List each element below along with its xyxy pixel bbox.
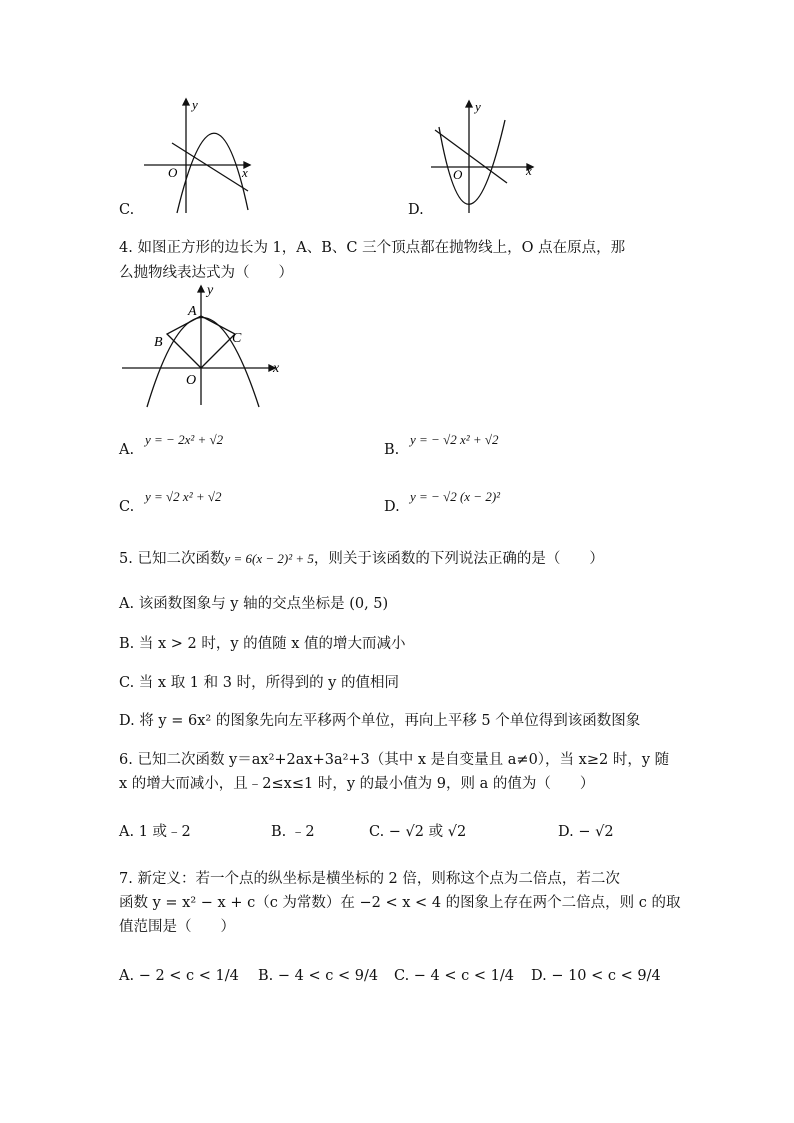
axis-label-x: x: [273, 361, 280, 376]
axis-label-y: y: [207, 283, 214, 298]
question-4-figure: [120, 280, 290, 410]
q7-option-b[interactable]: B. − 4 < c < 9/4: [258, 968, 379, 984]
option-d-label[interactable]: D.: [408, 202, 424, 218]
question-7-stem-line3: 值范围是（ ）: [119, 919, 235, 935]
option-c-label[interactable]: C.: [119, 202, 135, 218]
point-label-a: A: [188, 304, 197, 319]
q5-stem-expr: y = 6(x − 2)² + 5: [224, 551, 314, 566]
axis-label-x: x: [242, 165, 248, 180]
question-7-stem-line2: 函数 y = x² − x + c（c 为常数）在 −2 < x < 4 的图象上存在两个二倍点，则 c 的取: [119, 895, 681, 911]
question-6-stem-line1: 6. 已知二次函数 y＝ax²+2ax+3a²+3（其中 x 是自变量且 a≠0），当 x≥2 时，y 随: [119, 752, 670, 768]
origin-label: O: [186, 373, 197, 388]
graph-option-d: [425, 95, 550, 215]
axis-label-y: y: [475, 99, 481, 114]
q5-option-c[interactable]: C. 当 x 取 1 和 3 时，所得到的 y 的值相同: [119, 675, 399, 691]
point-label-b: B: [154, 335, 163, 350]
origin-label: O: [453, 167, 463, 182]
question-5-stem: [119, 549, 604, 569]
question-4-stem-line2: 么抛物线表达式为（ ）: [119, 265, 293, 281]
q4-option-c-label[interactable]: C.: [119, 499, 135, 515]
q5-stem-pre: 5. 已知二次函数: [119, 551, 225, 567]
q4-option-c-expr: y = √2 x² + √2: [145, 489, 222, 504]
q4-option-a-label[interactable]: A.: [119, 442, 135, 458]
q6-option-d[interactable]: D. − √2: [558, 824, 614, 840]
q5-stem-post: ，则关于该函数的下列说法正确的是（ ）: [313, 551, 604, 567]
q4-option-b-expr: y = − √2 x² + √2: [410, 432, 499, 447]
origin-label: O: [168, 165, 178, 180]
q6-option-a[interactable]: A. 1 或﹣2: [119, 824, 191, 840]
q5-option-b[interactable]: B. 当 x > 2 时，y 的值随 x 值的增大而减小: [119, 636, 406, 652]
graph-option-c: [140, 95, 260, 215]
q6-option-c[interactable]: C. − √2 或 √2: [369, 824, 467, 840]
q4-option-b-label[interactable]: B.: [384, 442, 400, 458]
question-7-stem-line1: 7. 新定义：若一个点的纵坐标是横坐标的 2 倍，则称这个点为二倍点，若二次: [119, 871, 620, 887]
q7-option-d[interactable]: D. − 10 < c < 9/4: [531, 968, 661, 984]
q7-option-a[interactable]: A. − 2 < c < 1/4: [119, 968, 239, 984]
q6-option-b[interactable]: B. ﹣2: [271, 824, 315, 840]
q5-option-a[interactable]: A. 该函数图象与 y 轴的交点坐标是 (0, 5): [119, 596, 389, 612]
q5-option-d[interactable]: D. 将 y = 6x² 的图象先向左平移两个单位，再向上平移 5 个单位得到该函数图象: [119, 713, 641, 729]
axis-label-x: x: [526, 163, 532, 178]
q4-option-a-expr: y = − 2x² + √2: [145, 432, 224, 447]
question-6-stem-line2: x 的增大而减小，且﹣2≤x≤1 时，y 的最小值为 9，则 a 的值为（ ）: [119, 776, 595, 792]
q7-option-c[interactable]: C. − 4 < c < 1/4: [394, 968, 514, 984]
axis-label-y: y: [192, 97, 198, 112]
q4-option-d-label[interactable]: D.: [384, 499, 400, 515]
question-4-stem-line1: 4. 如图正方形的边长为 1，A、B、C 三个顶点都在抛物线上，O 点在原点，那: [119, 240, 626, 256]
point-label-c: C: [232, 331, 242, 346]
q4-option-d-expr: y = − √2 (x − 2)²: [410, 489, 501, 504]
